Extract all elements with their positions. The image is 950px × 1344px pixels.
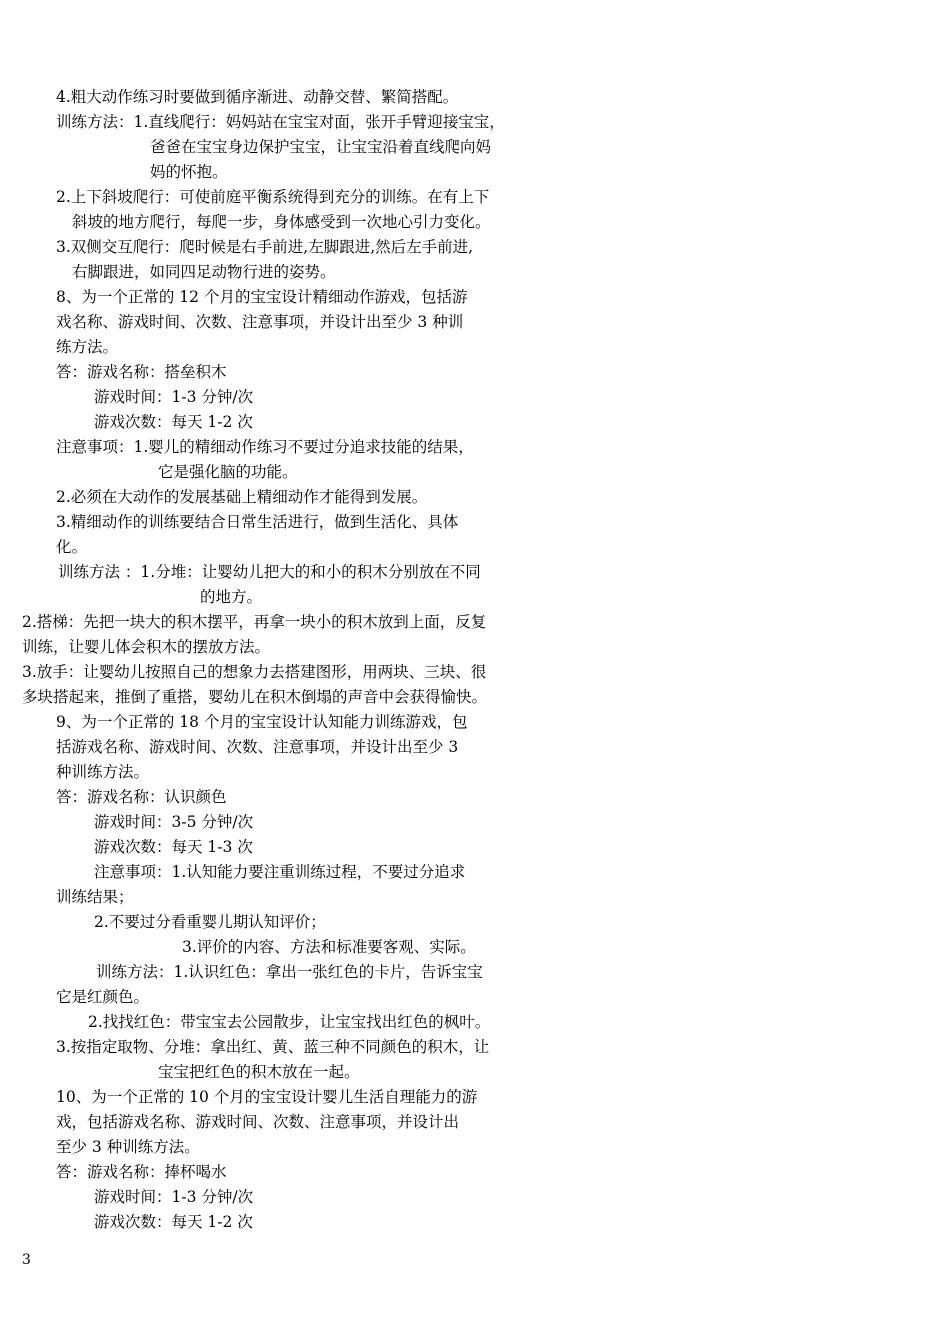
text-line: 多块搭起来，推倒了重搭，婴幼儿在积木倒塌的声音中会获得愉快。 [22,688,488,706]
text-line: 注意事项：1.认知能力要注重训练过程，不要过分追求 [94,863,466,881]
text-line: 种训练方法。 [56,763,150,781]
text-line: 宝宝把红色的积木放在一起。 [158,1063,360,1081]
text-line: 2.上下斜坡爬行：可使前庭平衡系统得到充分的训练。在有上下 [56,188,490,206]
text-line: 训练方法：1.认识红色：拿出一张红色的卡片，告诉宝宝 [96,963,483,981]
text-line: 戏名称、游戏时间、次数、注意事项，并设计出至少 3 种训 [56,313,464,331]
text-line: 答：游戏名称：捧杯喝水 [56,1163,227,1181]
text-line: 训练方法 ：1.分堆：让婴幼儿把大的和小的积木分别放在不同 [58,563,481,581]
text-line: 它是红颜色。 [56,988,150,1006]
text-line: 3.精细动作的训练要结合日常生活进行，做到生活化、具体 [56,513,459,531]
text-line: 的地方。 [200,588,263,606]
text-line: 游戏次数：每天 1-3 次 [94,838,253,856]
text-line: 它是强化脑的功能。 [158,463,298,481]
text-line: 练方法。 [56,338,119,356]
text-line: 9、为一个正常的 18 个月的宝宝设计认知能力训练游戏，包 [56,713,468,731]
text-line: 10、为一个正常的 10 个月的宝宝设计婴儿生活自理能力的游 [56,1088,478,1106]
text-line: 游戏时间：1-3 分钟/次 [94,388,254,406]
text-line: 3.按指定取物、分堆：拿出红、黄、蓝三种不同颜色的积木，让 [56,1038,490,1056]
text-line: 至少 3 种训练方法。 [56,1138,200,1156]
text-line: 答：游戏名称：认识颜色 [56,788,227,806]
text-line: 戏，包括游戏名称、游戏时间、次数、注意事项，并设计出 [56,1113,460,1131]
text-line: 4.粗大动作练习时要做到循序渐进、动静交替、繁简搭配。 [56,88,459,106]
text-line: 8、为一个正常的 12 个月的宝宝设计精细动作游戏，包括游 [56,288,468,306]
text-line: 训练结果； [56,888,134,906]
text-line: 括游戏名称、游戏时间、次数、注意事项，并设计出至少 3 [56,738,459,756]
text-line: 训练方法：1.直线爬行：妈妈站在宝宝对面，张开手臂迎接宝宝， [56,113,505,131]
text-line: 答：游戏名称：搭垒积木 [56,363,227,381]
text-line: 2.搭梯：先把一块大的积木摆平，再拿一块小的积木放到上面，反复 [22,613,487,631]
text-line: 爸爸在宝宝身边保护宝宝，让宝宝沿着直线爬向妈 [150,138,492,156]
text-line: 2.找找红色：带宝宝去公园散步，让宝宝找出红色的枫叶。 [88,1013,491,1031]
text-line: 游戏时间：3-5 分钟/次 [94,813,254,831]
text-line: 3.放手：让婴幼儿按照自己的想象力去搭建图形，用两块、三块、很 [22,663,487,681]
text-line: 2.必须在大动作的发展基础上精细动作才能得到发展。 [56,488,428,506]
text-line: 注意事项：1.婴儿的精细动作练习不要过分追求技能的结果， [56,438,474,456]
text-line: 化。 [56,538,88,556]
text-line: 3.评价的内容、方法和标准要客观、实际。 [182,938,476,956]
text-line: 游戏时间：1-3 分钟/次 [94,1188,254,1206]
text-line: 游戏次数：每天 1-2 次 [94,413,253,431]
text-line: 游戏次数：每天 1-2 次 [94,1213,253,1231]
text-line: 3.双侧交互爬行：爬时候是右手前进,左脚跟进,然后左手前进, [56,238,474,256]
page-number: 3 [22,1252,31,1268]
text-line: 训练，让婴儿体会积木的摆放方法。 [22,638,271,656]
text-line: 2.不要过分看重婴儿期认知评价； [94,913,326,931]
text-line: 右脚跟进，如同四足动物行进的姿势。 [72,263,336,281]
text-line: 妈的怀抱。 [150,163,228,181]
text-line: 斜坡的地方爬行，每爬一步，身体感受到一次地心引力变化。 [72,213,491,231]
